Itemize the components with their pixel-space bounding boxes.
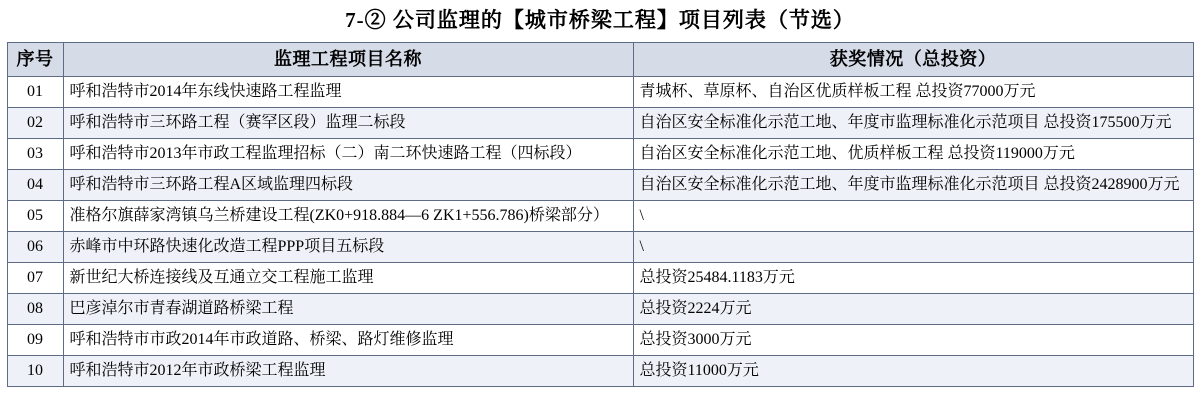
cell-project-name: 呼和浩特市2012年市政桥梁工程监理 [63,356,633,387]
table-body [7,77,1193,387]
cell-award: 总投资11000万元 [633,356,1193,387]
cell-index: 04 [7,170,63,201]
cell-award: 总投资25484.1183万元 [633,263,1193,294]
cell-index: 07 [7,263,63,294]
cell-index: 10 [7,356,63,387]
cell-index: 02 [7,108,63,139]
cell-award: 自治区安全标准化示范工地、年度市监理标准化示范项目 总投资175500万元 [633,108,1193,139]
cell-index: 03 [7,139,63,170]
table-row [7,232,1193,263]
cell-award: 青城杯、草原杯、自治区优质样板工程 总投资77000万元 [633,77,1193,108]
table-row [7,263,1193,294]
table-row [7,356,1193,387]
cell-project-name: 新世纪大桥连接线及互通立交工程施工监理 [63,263,633,294]
page-title: 7-② 公司监理的【城市桥梁工程】项目列表（节选） [345,8,855,32]
column-header-index: 序号 [7,43,63,77]
table-row [7,139,1193,170]
column-header-award: 获奖情况（总投资） [633,43,1193,77]
cell-project-name: 呼和浩特市2014年东线快速路工程监理 [63,77,633,108]
cell-index: 06 [7,232,63,263]
cell-award: 自治区安全标准化示范工地、优质样板工程 总投资119000万元 [633,139,1193,170]
cell-award: \ [633,232,1193,263]
project-list-table [7,42,1194,387]
cell-award: 自治区安全标准化示范工地、年度市监理标准化示范项目 总投资2428900万元 [633,170,1193,201]
table-header-row [7,43,1193,77]
cell-index: 08 [7,294,63,325]
cell-project-name: 准格尔旗薛家湾镇乌兰桥建设工程(ZK0+918.884—6 ZK1+556.786)桥梁部分） [63,201,633,232]
cell-award: \ [633,201,1193,232]
cell-index: 09 [7,325,63,356]
cell-project-name: 赤峰市中环路快速化改造工程PPP项目五标段 [63,232,633,263]
column-header-name: 监理工程项目名称 [63,43,633,77]
table-row [7,170,1193,201]
cell-project-name: 呼和浩特市2013年市政工程监理招标（二）南二环快速路工程（四标段） [63,139,633,170]
table-row [7,325,1193,356]
cell-award: 总投资2224万元 [633,294,1193,325]
cell-index: 01 [7,77,63,108]
cell-project-name: 巴彦淖尔市青春湖道路桥梁工程 [63,294,633,325]
cell-index: 05 [7,201,63,232]
cell-project-name: 呼和浩特市市政2014年市政道路、桥梁、路灯维修监理 [63,325,633,356]
cell-award: 总投资3000万元 [633,325,1193,356]
table-row [7,77,1193,108]
cell-project-name: 呼和浩特市三环路工程A区域监理四标段 [63,170,633,201]
table-row [7,201,1193,232]
table-row [7,108,1193,139]
cell-project-name: 呼和浩特市三环路工程（赛罕区段）监理二标段 [63,108,633,139]
table-row [7,294,1193,325]
